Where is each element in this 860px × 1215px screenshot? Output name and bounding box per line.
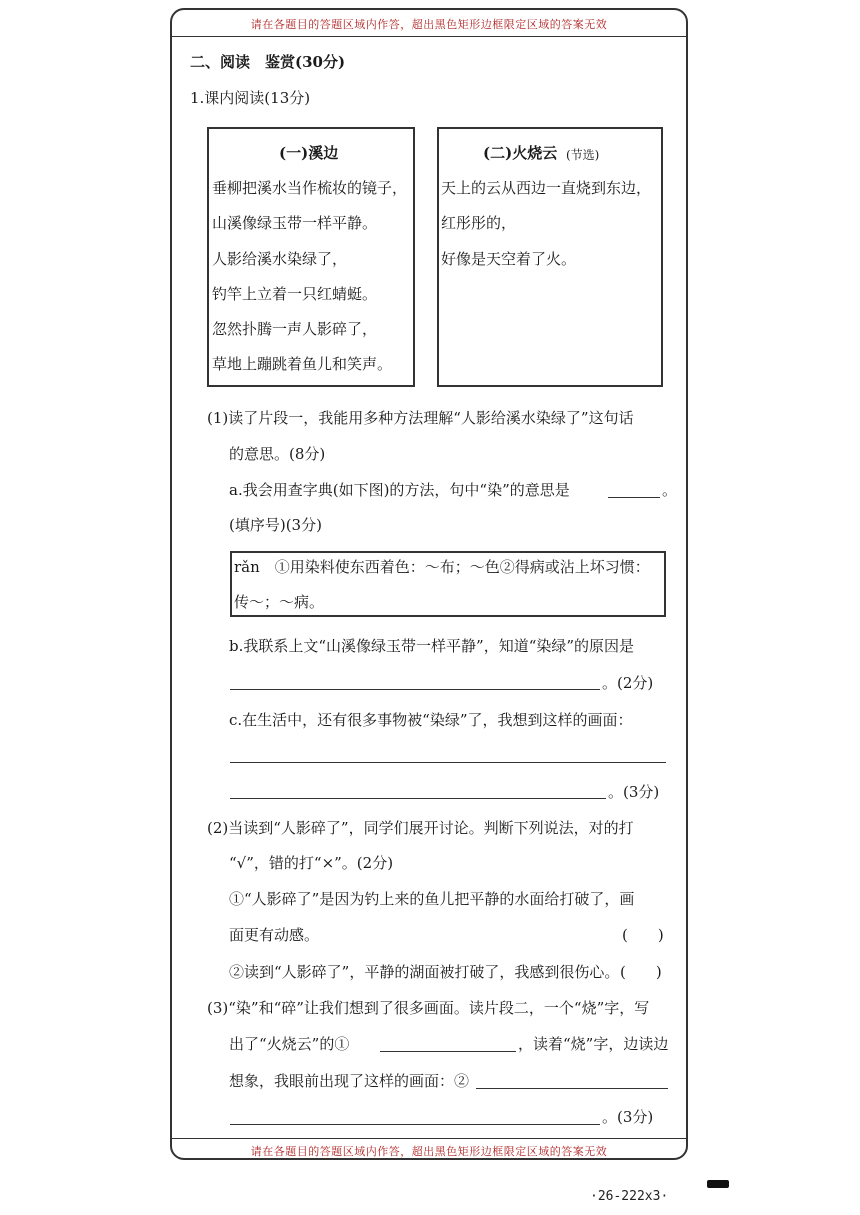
q2-item-1-cont: 面更有动感。 [229,926,320,944]
passage-1-line: 垂柳把溪水当作梳妆的镜子， [212,179,408,197]
passage-2-note: (节选) [566,148,600,162]
q1c-score: 。(3分) [608,783,660,801]
question-1-title: 1.课内阅读(13分) [190,89,311,107]
top-notice: 请在各题目的答题区域内作答，超出黑色矩形边框限定区域的答案无效 [250,18,608,31]
passage-1-line: 人影给溪水染绿了， [212,250,348,268]
q2-item-1-answer-paren[interactable]: ( ) [622,926,664,944]
passage-1-line: 钓竿上立着一只红蜻蜓。 [212,285,378,303]
passage-2-line: 好像是天空着了火。 [441,250,577,268]
q1a-instruction: (填序号)(3分) [229,516,322,534]
passage-1-title: (一)溪边 [279,144,339,162]
q1c-answer-blank-1[interactable] [230,762,666,763]
q3-line-2a: 出了“火烧云”的① [229,1035,350,1053]
q1-stem-cont: 的意思。(8分) [229,445,326,463]
q3-stem: (3)“染”和“碎”让我们想到了很多画面。读片段二，一个“烧”字，写 [207,999,650,1017]
q3-answer-blank-2[interactable] [476,1088,668,1089]
q2-item-1: ①“人影碎了”是因为钓上来的鱼儿把平静的水面给打破了，画 [229,890,635,908]
passage-2-title: (二)火烧云 [483,144,558,162]
q2-item-2: ②读到“人影碎了”，平静的湖面被打破了，我感到很伤心。 [229,963,620,981]
q2-stem-cont: “√”，错的打“×”。(2分) [229,854,394,872]
q3-score: 。(3分) [602,1108,654,1126]
passage-2-line: 天上的云从西边一直烧到东边， [441,179,652,197]
page-code: ·26-222x3· [590,1189,669,1204]
q1a-prompt: a.我会用查字典(如下图)的方法，句中“染”的意思是 [229,481,570,499]
bottom-notice: 请在各题目的答题区域内作答，超出黑色矩形边框限定区域的答案无效 [250,1145,608,1158]
passage-1-line: 草地上蹦跳着鱼儿和笑声。 [212,355,393,373]
q3-answer-blank-3[interactable] [230,1124,600,1125]
q1a-end: 。 [662,481,678,499]
top-divider [172,36,686,37]
passage-1-line: 忽然扑腾一声人影碎了， [212,320,378,338]
q1b-score: 。(2分) [602,674,654,692]
q3-line-3: 想象，我眼前出现了这样的画面：② [229,1072,470,1090]
passage-2-line: 红彤彤的， [441,214,517,232]
q1a-answer-blank[interactable] [608,497,660,498]
dictionary-entry-line: 传～；～病。 [234,593,325,611]
bottom-divider [172,1138,686,1139]
dictionary-entry-line: rǎn ①用染料使东西着色：～布；～色②得病或沾上坏习惯： [234,558,650,576]
q1c-prompt: c.在生活中，还有很多事物被“染绿”了，我想到这样的画面： [229,711,633,729]
q1c-answer-blank-2[interactable] [230,798,606,799]
passage-1-line: 山溪像绿玉带一样平静。 [212,214,378,232]
q1b-prompt: b.我联系上文“山溪像绿玉带一样平静”，知道“染绿”的原因是 [229,637,635,655]
q1-stem: (1)读了片段一，我能用多种方法理解“人影给溪水染绿了”这句话 [207,409,634,427]
q3-answer-blank-1[interactable] [380,1051,516,1052]
q1b-answer-blank[interactable] [230,689,600,690]
q2-stem: (2)当读到“人影碎了”，同学们展开讨论。判断下列说法，对的打 [207,819,634,837]
q3-line-2b: ，读着“烧”字，边读边 [518,1035,669,1053]
q2-item-2-answer-paren[interactable]: ( ) [620,963,662,981]
section-title: 二、阅读 鉴赏(30分) [190,53,346,71]
page-corner-mark [707,1180,729,1188]
